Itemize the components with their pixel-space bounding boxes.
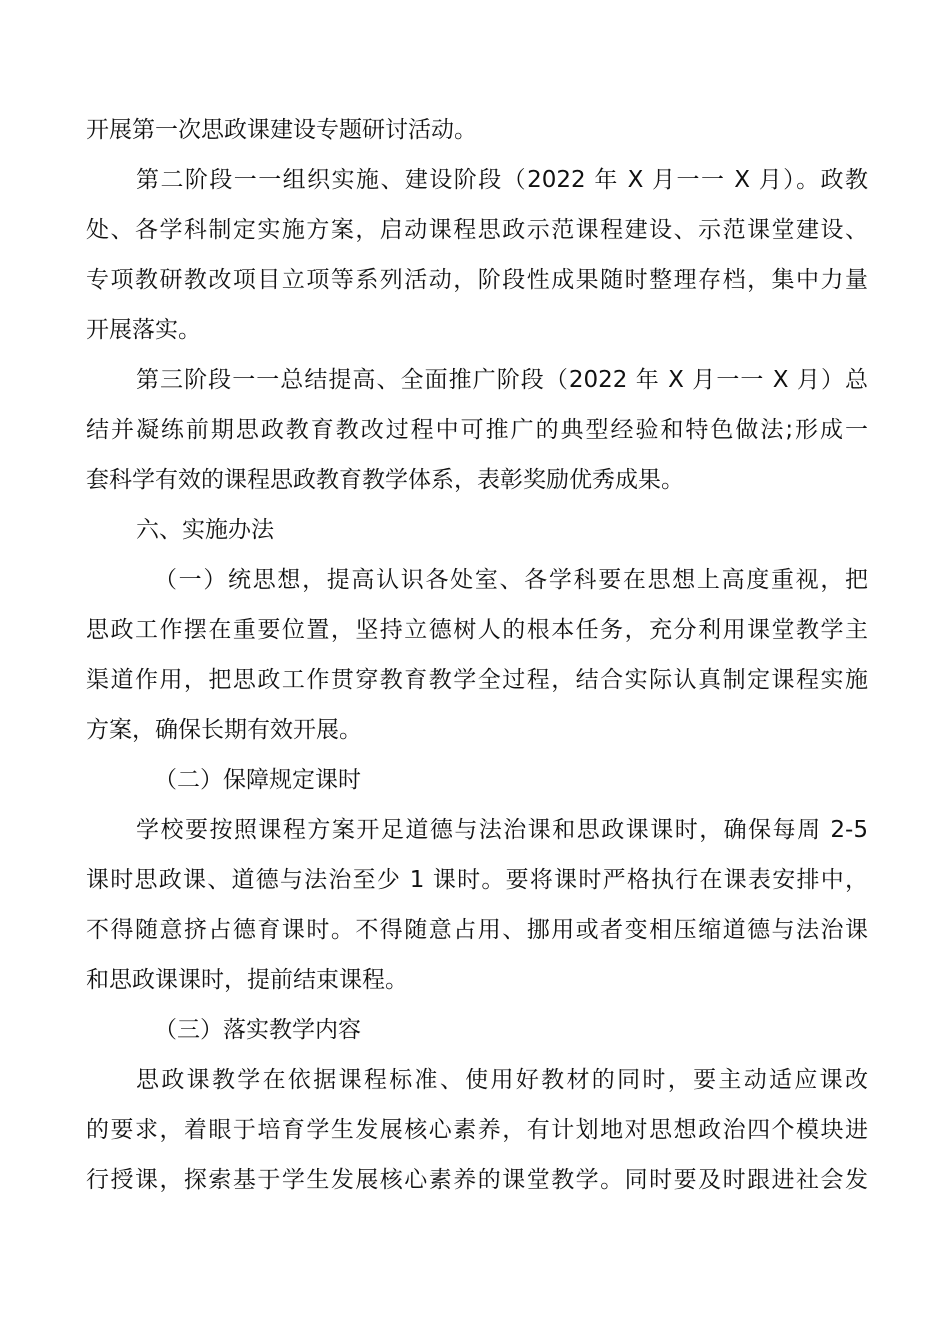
text-line: 的要求，着眼于培育学生发展核心素养，有计划地对思想政治四个模块进 [86, 1117, 868, 1143]
subsection-heading: （二）保障规定课时 [154, 767, 361, 793]
text-line: 和思政课课时，提前结束课程。 [86, 967, 408, 993]
text-line: 方案，确保长期有效开展。 [86, 717, 362, 743]
text-line: 渠道作用，把思政工作贯穿教育教学全过程，结合实际认真制定课程实施 [86, 667, 868, 693]
section-heading: 六、实施办法 [136, 517, 274, 543]
text-line: 处、各学科制定实施方案，启动课程思政示范课程建设、示范课堂建设、 [86, 217, 868, 243]
text-line: 行授课，探索基于学生发展核心素养的课堂教学。同时要及时跟进社会发 [86, 1167, 868, 1193]
text-line: 第二阶段一一组织实施、建设阶段（2022 年 X 月一一 X 月）。政教 [136, 167, 868, 193]
text-line: 套科学有效的课程思政教育教学体系，表彰奖励优秀成果。 [86, 467, 684, 493]
text-line: 思政课教学在依据课程标准、使用好教材的同时，要主动适应课改 [136, 1067, 868, 1093]
subsection-heading: （一）统思想，提高认识各处室、各学科要在思想上高度重视，把 [154, 567, 868, 593]
text-line: 开展第一次思政课建设专题研讨活动。 [86, 117, 477, 143]
text-line: 学校要按照课程方案开足道德与法治课和思政课课时，确保每周 2-5 [136, 817, 868, 843]
text-line: 思政工作摆在重要位置，坚持立德树人的根本任务，充分利用课堂教学主 [86, 617, 868, 643]
text-line: 课时思政课、道德与法治至少 1 课时。要将课时严格执行在课表安排中， [86, 867, 868, 893]
text-line: 结并凝练前期思政教育教改过程中可推广的典型经验和特色做法;形成一 [86, 417, 868, 443]
text-line: 第三阶段一一总结提高、全面推广阶段（2022 年 X 月一一 X 月）总 [136, 367, 868, 393]
subsection-heading: （三）落实教学内容 [154, 1017, 361, 1043]
text-line: 专项教研教改项目立项等系列活动，阶段性成果随时整理存档，集中力量 [86, 267, 868, 293]
text-line: 不得随意挤占德育课时。不得随意占用、挪用或者变相压缩道德与法治课 [86, 917, 868, 943]
text-line: 开展落实。 [86, 317, 201, 343]
